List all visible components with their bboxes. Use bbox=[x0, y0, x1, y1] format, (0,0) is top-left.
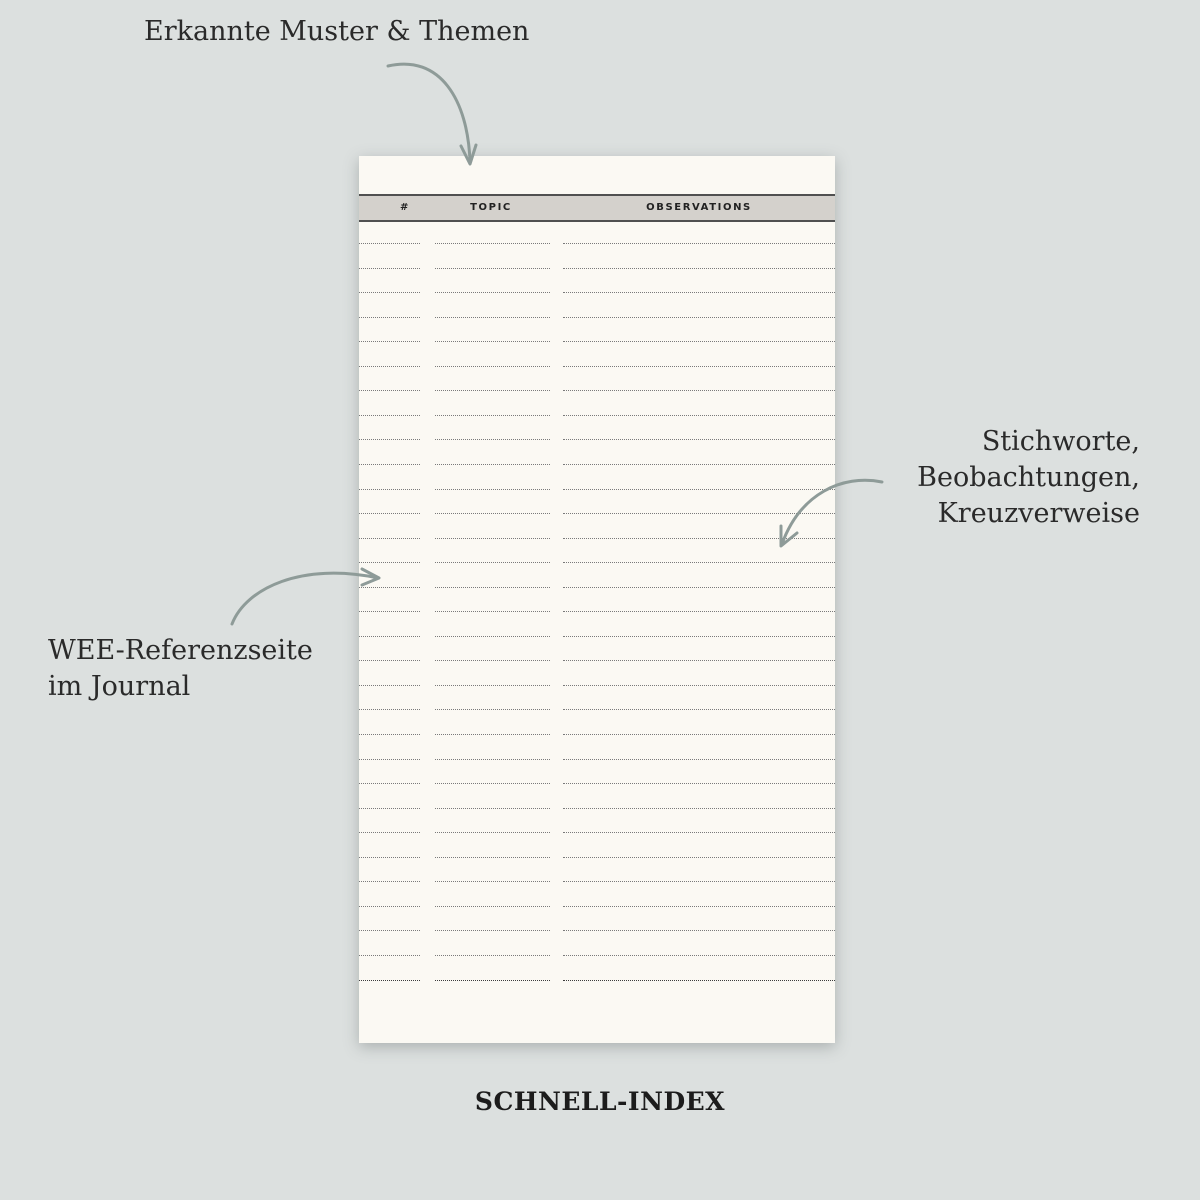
row-observation-line bbox=[563, 292, 835, 293]
row-topic-line bbox=[435, 857, 550, 858]
table-row bbox=[359, 587, 835, 588]
row-topic-line bbox=[435, 390, 550, 391]
row-number-line bbox=[359, 709, 420, 710]
row-observation-line bbox=[563, 562, 835, 563]
table-row bbox=[359, 268, 835, 269]
table-row bbox=[359, 464, 835, 465]
row-topic-line bbox=[435, 808, 550, 809]
table-row bbox=[359, 366, 835, 367]
row-number-line bbox=[359, 906, 420, 907]
row-number-line bbox=[359, 759, 420, 760]
table-row bbox=[359, 390, 835, 391]
row-observation-line bbox=[563, 513, 835, 514]
row-observation-line bbox=[563, 759, 835, 760]
row-number-line bbox=[359, 636, 420, 637]
row-number-line bbox=[359, 292, 420, 293]
table-row bbox=[359, 415, 835, 416]
row-number-line bbox=[359, 832, 420, 833]
row-topic-line bbox=[435, 366, 550, 367]
row-topic-line bbox=[435, 930, 550, 931]
row-observation-line bbox=[563, 808, 835, 809]
row-topic-line bbox=[435, 832, 550, 833]
row-observation-line bbox=[563, 685, 835, 686]
row-observation-line bbox=[563, 832, 835, 833]
row-number-line bbox=[359, 513, 420, 514]
table-row bbox=[359, 489, 835, 490]
column-header-observations: OBSERVATIONS bbox=[646, 202, 752, 213]
row-topic-line bbox=[435, 783, 550, 784]
row-observation-line bbox=[563, 881, 835, 882]
row-observation-line bbox=[563, 243, 835, 244]
table-row bbox=[359, 734, 835, 735]
row-topic-line bbox=[435, 415, 550, 416]
table-row bbox=[359, 759, 835, 760]
row-topic-line bbox=[435, 734, 550, 735]
column-header-topic: TOPIC bbox=[470, 202, 512, 213]
row-topic-line bbox=[435, 587, 550, 588]
row-topic-line bbox=[435, 685, 550, 686]
row-number-line bbox=[359, 857, 420, 858]
row-topic-line bbox=[435, 881, 550, 882]
table-rows bbox=[359, 156, 835, 1043]
table-row bbox=[359, 783, 835, 784]
row-number-line bbox=[359, 317, 420, 318]
annotation-reference-line: WEE-Referenzseite bbox=[48, 635, 313, 666]
row-observation-line bbox=[563, 930, 835, 931]
table-row bbox=[359, 439, 835, 440]
table-row bbox=[359, 980, 835, 981]
row-number-line bbox=[359, 562, 420, 563]
row-observation-line bbox=[563, 906, 835, 907]
row-observation-line bbox=[563, 709, 835, 710]
page-caption: SCHNELL-INDEX bbox=[474, 1087, 726, 1116]
table-row bbox=[359, 341, 835, 342]
row-observation-line bbox=[563, 464, 835, 465]
row-number-line bbox=[359, 611, 420, 612]
column-header-number: # bbox=[400, 202, 410, 213]
curved-arrow-icon bbox=[388, 64, 476, 164]
row-number-line bbox=[359, 415, 420, 416]
row-number-line bbox=[359, 587, 420, 588]
table-row bbox=[359, 808, 835, 809]
row-topic-line bbox=[435, 709, 550, 710]
table-row bbox=[359, 930, 835, 931]
table-row bbox=[359, 955, 835, 956]
table-row bbox=[359, 685, 835, 686]
table-row bbox=[359, 636, 835, 637]
row-observation-line bbox=[563, 955, 835, 956]
row-observation-line bbox=[563, 439, 835, 440]
row-observation-line bbox=[563, 268, 835, 269]
row-number-line bbox=[359, 980, 420, 981]
row-topic-line bbox=[435, 611, 550, 612]
row-number-line bbox=[359, 734, 420, 735]
table-row bbox=[359, 611, 835, 612]
annotation-keywords-line: Beobachtungen, bbox=[917, 462, 1140, 493]
annotation-keywords-line: Stichworte, bbox=[981, 426, 1140, 457]
row-topic-line bbox=[435, 955, 550, 956]
table-row bbox=[359, 243, 835, 244]
row-number-line bbox=[359, 783, 420, 784]
row-topic-line bbox=[435, 562, 550, 563]
row-observation-line bbox=[563, 341, 835, 342]
row-observation-line bbox=[563, 366, 835, 367]
annotation-keywords bbox=[917, 424, 1140, 532]
table-row bbox=[359, 660, 835, 661]
table-row bbox=[359, 709, 835, 710]
row-topic-line bbox=[435, 464, 550, 465]
row-observation-line bbox=[563, 317, 835, 318]
row-topic-line bbox=[435, 636, 550, 637]
row-topic-line bbox=[435, 759, 550, 760]
curved-arrow-icon bbox=[232, 569, 379, 624]
annotation-patterns-themes: Erkannte Muster & Themen bbox=[144, 16, 530, 47]
row-observation-line bbox=[563, 611, 835, 612]
row-number-line bbox=[359, 489, 420, 490]
table-row bbox=[359, 513, 835, 514]
annotation-keywords-line: Kreuzverweise bbox=[937, 498, 1140, 529]
table-row bbox=[359, 538, 835, 539]
row-number-line bbox=[359, 341, 420, 342]
table-row bbox=[359, 906, 835, 907]
row-topic-line bbox=[435, 980, 550, 981]
row-observation-line bbox=[563, 734, 835, 735]
annotation-reference-page bbox=[48, 633, 313, 705]
index-page bbox=[359, 156, 835, 1043]
row-observation-line bbox=[563, 660, 835, 661]
row-observation-line bbox=[563, 538, 835, 539]
row-number-line bbox=[359, 390, 420, 391]
annotation-reference-line: im Journal bbox=[48, 671, 191, 702]
row-observation-line bbox=[563, 980, 835, 981]
row-topic-line bbox=[435, 906, 550, 907]
row-topic-line bbox=[435, 243, 550, 244]
table-row bbox=[359, 857, 835, 858]
row-number-line bbox=[359, 808, 420, 809]
row-number-line bbox=[359, 955, 420, 956]
row-topic-line bbox=[435, 292, 550, 293]
row-topic-line bbox=[435, 439, 550, 440]
row-number-line bbox=[359, 366, 420, 367]
row-topic-line bbox=[435, 317, 550, 318]
row-observation-line bbox=[563, 390, 835, 391]
row-number-line bbox=[359, 538, 420, 539]
row-number-line bbox=[359, 268, 420, 269]
row-observation-line bbox=[563, 636, 835, 637]
row-number-line bbox=[359, 930, 420, 931]
row-topic-line bbox=[435, 268, 550, 269]
row-topic-line bbox=[435, 489, 550, 490]
row-topic-line bbox=[435, 513, 550, 514]
table-row bbox=[359, 832, 835, 833]
row-topic-line bbox=[435, 660, 550, 661]
row-observation-line bbox=[563, 587, 835, 588]
row-number-line bbox=[359, 439, 420, 440]
table-row bbox=[359, 562, 835, 563]
row-number-line bbox=[359, 464, 420, 465]
row-observation-line bbox=[563, 415, 835, 416]
table-row bbox=[359, 292, 835, 293]
row-observation-line bbox=[563, 783, 835, 784]
row-number-line bbox=[359, 685, 420, 686]
row-observation-line bbox=[563, 489, 835, 490]
row-topic-line bbox=[435, 341, 550, 342]
row-number-line bbox=[359, 881, 420, 882]
table-row bbox=[359, 881, 835, 882]
row-topic-line bbox=[435, 538, 550, 539]
row-observation-line bbox=[563, 857, 835, 858]
row-number-line bbox=[359, 243, 420, 244]
row-number-line bbox=[359, 660, 420, 661]
table-row bbox=[359, 317, 835, 318]
